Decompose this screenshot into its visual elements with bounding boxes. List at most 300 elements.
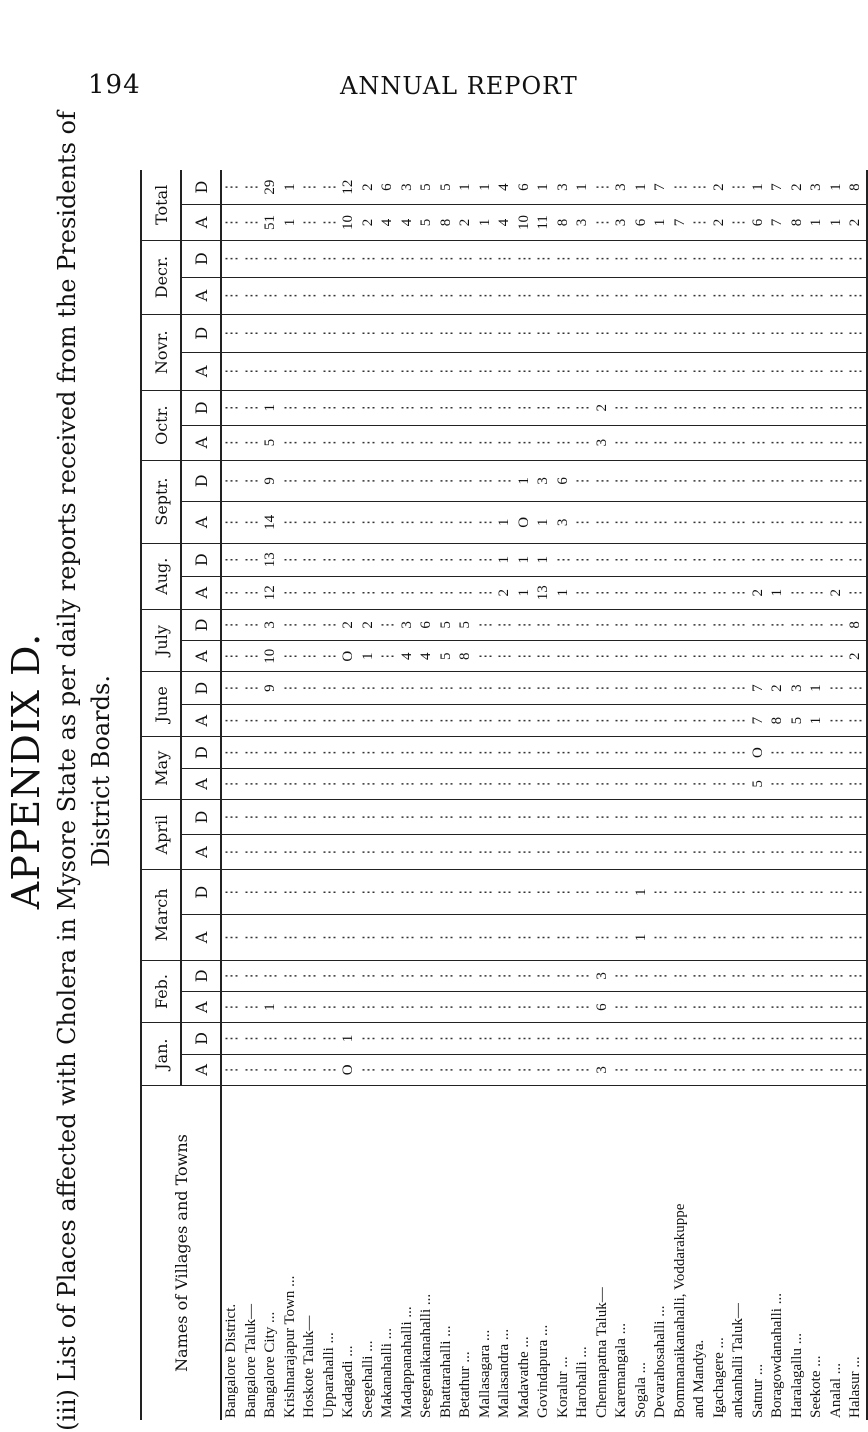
cell-value: ⋮ — [846, 576, 867, 609]
cell-value: ⋮ — [710, 352, 730, 390]
cell-value: ⋮ — [398, 1054, 418, 1085]
cell-value: ⋮ — [807, 768, 827, 799]
names-header: Names of Villages and Towns — [141, 1086, 221, 1421]
cell-value: ⋮ — [320, 915, 340, 960]
sub-header-d: D — [181, 800, 221, 835]
cell-value: ⋮ — [242, 425, 262, 460]
cell-value: ⋮ — [456, 543, 476, 576]
month-header: Aug. — [141, 543, 181, 609]
cell-value: 1 — [807, 704, 827, 737]
cell-value: 5 — [417, 205, 437, 240]
place-name: Bhattarahalli ... — [437, 1325, 454, 1418]
cell-value: ⋮ — [846, 960, 867, 991]
cell-value: ⋮ — [398, 835, 418, 870]
cell-value: ⋮ — [807, 992, 827, 1023]
cell-value: ⋮ — [378, 240, 398, 277]
cell-value: ⋮ — [281, 352, 301, 390]
cell-value: ⋮ — [651, 672, 671, 705]
cell-value: ⋮ — [398, 870, 418, 915]
cell-value: ⋮ — [554, 390, 574, 425]
cell-value: 1 — [573, 170, 593, 205]
cell-value: ⋮ — [495, 314, 515, 352]
cell-value: ⋮ — [573, 314, 593, 352]
place-name: Chennapatna Taluk— — [593, 1287, 610, 1418]
cell-value: 3 — [593, 425, 613, 460]
table-row — [359, 170, 379, 1420]
cell-value: ⋮ — [768, 390, 788, 425]
table-body — [221, 170, 867, 1420]
cell-value: 10 — [515, 205, 535, 240]
table-row — [690, 170, 710, 1420]
cell-value: ⋮ — [807, 915, 827, 960]
cell-value: ⋮ — [476, 240, 496, 277]
cell-value: 5 — [261, 425, 281, 460]
cell-value: ⋮ — [827, 460, 847, 502]
place-name: Halasur ... — [846, 1086, 867, 1421]
cell-value: ⋮ — [671, 672, 691, 705]
cell-value: ⋮ — [300, 1023, 320, 1054]
cell-value: ⋮ — [846, 704, 867, 737]
sub-header-d: D — [181, 870, 221, 915]
table-row — [710, 170, 730, 1420]
cell-value: ⋮ — [632, 576, 652, 609]
cell-value: ⋮ — [593, 314, 613, 352]
cell-value: ⋮ — [476, 641, 496, 672]
cell-value: ⋮ — [573, 768, 593, 799]
cell-value: 4 — [495, 205, 515, 240]
cell-value: ⋮ — [281, 800, 301, 835]
cell-value: 1 — [476, 205, 496, 240]
cell-value: ⋮ — [221, 768, 242, 799]
cell-value: ⋮ — [320, 205, 340, 240]
cell-value: ⋮ — [827, 1054, 847, 1085]
cell-value: ⋮ — [710, 992, 730, 1023]
cell-value: ⋮ — [729, 1054, 749, 1085]
cell-value: ⋮ — [573, 960, 593, 991]
cell-value: ⋮ — [690, 460, 710, 502]
cell-value: ⋮ — [554, 992, 574, 1023]
cell-value: ⋮ — [690, 240, 710, 277]
cell-value: ⋮ — [515, 390, 535, 425]
table-title: (iii) List of Places affected with Cholera in Mysore State as per daily reports received from the Presidents of District Boards. — [53, 111, 115, 1431]
cell-value: ⋮ — [378, 460, 398, 502]
cell-value: ⋮ — [632, 425, 652, 460]
cell-value: ⋮ — [788, 609, 808, 640]
cell-value: ⋮ — [612, 1054, 632, 1085]
cell-value: ⋮ — [827, 641, 847, 672]
cell-value: ⋮ — [378, 704, 398, 737]
cell-value: ⋮ — [476, 543, 496, 576]
cell-value: ⋮ — [515, 768, 535, 799]
cell-value: ⋮ — [534, 992, 554, 1023]
cell-value: ⋮ — [593, 205, 613, 240]
cell-value: ⋮ — [710, 737, 730, 768]
cell-value: ⋮ — [671, 390, 691, 425]
cell-value: ⋮ — [632, 641, 652, 672]
cell-value: 13 — [534, 576, 554, 609]
cell-value: ⋮ — [632, 704, 652, 737]
cell-value: ⋮ — [612, 240, 632, 277]
cell-value: ⋮ — [729, 835, 749, 870]
cell-value: 1 — [515, 460, 535, 502]
cell-value: ⋮ — [632, 1054, 652, 1085]
cell-value: ⋮ — [846, 992, 867, 1023]
cell-value: ⋮ — [242, 502, 262, 544]
cell-value: ⋮ — [671, 240, 691, 277]
cell-value: ⋮ — [281, 1054, 301, 1085]
cell-value: ⋮ — [495, 609, 515, 640]
cell-value: ⋮ — [651, 737, 671, 768]
cell-value: ⋮ — [242, 737, 262, 768]
cell-value: ⋮ — [417, 800, 437, 835]
cell-value: ⋮ — [632, 992, 652, 1023]
cell-value: ⋮ — [378, 609, 398, 640]
cell-value: ⋮ — [476, 704, 496, 737]
cell-value: ⋮ — [339, 390, 359, 425]
cell-value: ⋮ — [690, 915, 710, 960]
cell-value: ⋮ — [495, 960, 515, 991]
cell-value: ⋮ — [573, 576, 593, 609]
place-name: Haralagallu ... — [788, 1333, 805, 1418]
cell-value: ⋮ — [320, 170, 340, 205]
cell-value: 6 — [417, 609, 437, 640]
cell-value: ⋮ — [671, 352, 691, 390]
cell-value: ⋮ — [846, 543, 867, 576]
cell-value: ⋮ — [690, 502, 710, 544]
cell-value: ⋮ — [437, 240, 457, 277]
cell-value: ⋮ — [749, 240, 769, 277]
cell-value: ⋮ — [359, 240, 379, 277]
cell-value: ⋮ — [612, 576, 632, 609]
cell-value: 1 — [456, 170, 476, 205]
cell-value: ⋮ — [320, 277, 340, 314]
cell-value: ⋮ — [632, 460, 652, 502]
place-name: Sogala ... — [632, 1362, 649, 1418]
cell-value: ⋮ — [378, 1054, 398, 1085]
cell-value: ⋮ — [768, 240, 788, 277]
table-row — [378, 170, 398, 1420]
cell-value: ⋮ — [378, 915, 398, 960]
cell-value: ⋮ — [807, 543, 827, 576]
table-row — [281, 170, 301, 1420]
cell-value: 7 — [651, 170, 671, 205]
cell-value: ⋮ — [593, 277, 613, 314]
cell-value: ⋮ — [612, 425, 632, 460]
cell-value: ⋮ — [339, 704, 359, 737]
cell-value: ⋮ — [729, 1023, 749, 1054]
cell-value: ⋮ — [221, 870, 242, 915]
cell-value: 1 — [651, 205, 671, 240]
cell-value: ⋮ — [339, 460, 359, 502]
cell-value: O — [339, 641, 359, 672]
cell-value: ⋮ — [339, 800, 359, 835]
cell-value: ⋮ — [339, 277, 359, 314]
cell-value: ⋮ — [807, 1054, 827, 1085]
cell-value: ⋮ — [515, 800, 535, 835]
cell-value: ⋮ — [398, 314, 418, 352]
cell-value: ⋮ — [768, 352, 788, 390]
place-name: Koralur ... — [554, 1356, 571, 1418]
cell-value: ⋮ — [242, 835, 262, 870]
cell-value: 4 — [398, 205, 418, 240]
cell-value: ⋮ — [729, 960, 749, 991]
cell-value: ⋮ — [242, 240, 262, 277]
cell-value: ⋮ — [495, 352, 515, 390]
place-name: Devarahosahalli ... — [652, 1305, 669, 1418]
cell-value: ⋮ — [495, 1023, 515, 1054]
cell-value: ⋮ — [495, 704, 515, 737]
cell-value: ⋮ — [339, 502, 359, 544]
cell-value: ⋮ — [242, 460, 262, 502]
cell-value: ⋮ — [690, 576, 710, 609]
cell-value: 8 — [846, 609, 867, 640]
cell-value: 3 — [807, 170, 827, 205]
cell-value: ⋮ — [788, 502, 808, 544]
cell-value: ⋮ — [378, 960, 398, 991]
cell-value: ⋮ — [710, 277, 730, 314]
cell-value: ⋮ — [339, 960, 359, 991]
cell-value: ⋮ — [281, 960, 301, 991]
cell-value: ⋮ — [456, 314, 476, 352]
cell-value: ⋮ — [651, 870, 671, 915]
cell-value: ⋮ — [378, 737, 398, 768]
cholera-table — [140, 170, 868, 1420]
cell-value: ⋮ — [593, 576, 613, 609]
cell-value: ⋮ — [378, 576, 398, 609]
cell-value: ⋮ — [495, 992, 515, 1023]
cell-value: ⋮ — [671, 870, 691, 915]
cell-value: ⋮ — [359, 390, 379, 425]
cell-value: 8 — [437, 205, 457, 240]
cell-value: ⋮ — [710, 425, 730, 460]
cell-value: ⋮ — [593, 543, 613, 576]
cell-value: ⋮ — [710, 704, 730, 737]
cell-value: ⋮ — [632, 672, 652, 705]
cell-value: ⋮ — [398, 277, 418, 314]
cell-value: ⋮ — [671, 170, 691, 205]
cell-value: ⋮ — [827, 915, 847, 960]
cell-value: ⋮ — [242, 543, 262, 576]
table-row — [320, 170, 340, 1420]
table-row — [398, 170, 418, 1420]
cell-value: 2 — [710, 170, 730, 205]
cell-value: 12 — [339, 170, 359, 205]
cell-value: ⋮ — [827, 425, 847, 460]
cell-value: 1 — [749, 170, 769, 205]
cell-value: ⋮ — [281, 992, 301, 1023]
cell-value: ⋮ — [768, 609, 788, 640]
cell-value: ⋮ — [690, 277, 710, 314]
cell-value: ⋮ — [281, 641, 301, 672]
cell-value: 4 — [417, 641, 437, 672]
cell-value: ⋮ — [398, 800, 418, 835]
cell-value: 12 — [261, 576, 281, 609]
cell-value: ⋮ — [221, 460, 242, 502]
cell-value: ⋮ — [320, 835, 340, 870]
cell-value: ⋮ — [788, 737, 808, 768]
header-row-months — [141, 170, 181, 1420]
cell-value: ⋮ — [300, 737, 320, 768]
cell-value: ⋮ — [632, 800, 652, 835]
table-row — [651, 170, 671, 1420]
cell-value: ⋮ — [398, 672, 418, 705]
place-name: and Mandya. — [691, 1339, 708, 1418]
cell-value: ⋮ — [476, 835, 496, 870]
cell-value: ⋮ — [807, 390, 827, 425]
place-name: ankanhalli Taluk— — [730, 1303, 747, 1418]
cell-value: ⋮ — [476, 277, 496, 314]
cell-value: ⋮ — [378, 768, 398, 799]
cell-value: ⋮ — [729, 870, 749, 915]
cell-value: 10 — [339, 205, 359, 240]
cell-value: ⋮ — [593, 915, 613, 960]
table-row — [534, 170, 554, 1420]
title-block — [0, 110, 135, 1432]
cell-value: ⋮ — [573, 800, 593, 835]
cell-value: ⋮ — [807, 502, 827, 544]
cell-value: ⋮ — [359, 870, 379, 915]
table-row — [554, 170, 574, 1420]
cell-value: ⋮ — [612, 992, 632, 1023]
cell-value: ⋮ — [398, 768, 418, 799]
cell-value: ⋮ — [788, 915, 808, 960]
cell-value: ⋮ — [437, 835, 457, 870]
cell-value: ⋮ — [456, 960, 476, 991]
cell-value: ⋮ — [261, 737, 281, 768]
cell-value: ⋮ — [846, 1023, 867, 1054]
cell-value: ⋮ — [320, 240, 340, 277]
cell-value: ⋮ — [456, 240, 476, 277]
cell-value: ⋮ — [300, 576, 320, 609]
cell-value: ⋮ — [651, 425, 671, 460]
cell-value: ⋮ — [593, 870, 613, 915]
cell-value: ⋮ — [710, 240, 730, 277]
cell-value: ⋮ — [515, 992, 535, 1023]
cell-value: ⋮ — [417, 502, 437, 544]
cell-value: ⋮ — [320, 390, 340, 425]
cell-value: ⋮ — [729, 704, 749, 737]
cell-value: ⋮ — [710, 543, 730, 576]
cell-value: ⋮ — [515, 240, 535, 277]
cell-value: ⋮ — [300, 915, 320, 960]
cell-value: ⋮ — [710, 390, 730, 425]
cell-value: ⋮ — [846, 835, 867, 870]
cell-value: ⋮ — [339, 737, 359, 768]
cell-value: ⋮ — [768, 543, 788, 576]
cell-value: ⋮ — [827, 543, 847, 576]
cell-value: ⋮ — [807, 352, 827, 390]
cell-value: ⋮ — [690, 768, 710, 799]
cell-value: ⋮ — [612, 672, 632, 705]
cell-value: 8 — [846, 170, 867, 205]
cell-value: ⋮ — [632, 277, 652, 314]
cell-value: ⋮ — [846, 352, 867, 390]
cell-value: ⋮ — [593, 609, 613, 640]
cell-value: ⋮ — [554, 737, 574, 768]
cell-value: ⋮ — [768, 800, 788, 835]
cell-value: ⋮ — [437, 502, 457, 544]
sub-header-a: A — [181, 576, 221, 609]
cell-value: ⋮ — [534, 314, 554, 352]
cell-value: ⋮ — [320, 314, 340, 352]
cell-value: ⋮ — [300, 240, 320, 277]
cell-value: O — [515, 502, 535, 544]
cell-value: ⋮ — [398, 543, 418, 576]
cell-value: 7 — [768, 205, 788, 240]
cell-value: ⋮ — [221, 352, 242, 390]
cell-value: 7 — [749, 672, 769, 705]
cell-value: 1 — [534, 543, 554, 576]
sub-header-a: A — [181, 768, 221, 799]
cell-value: ⋮ — [554, 425, 574, 460]
cell-value: ⋮ — [573, 240, 593, 277]
cell-value: ⋮ — [573, 425, 593, 460]
cell-value: ⋮ — [827, 992, 847, 1023]
cell-value: 5 — [437, 609, 457, 640]
cell-value: ⋮ — [476, 915, 496, 960]
cell-value: 5 — [788, 704, 808, 737]
cell-value: ⋮ — [339, 992, 359, 1023]
cell-value: ⋮ — [359, 960, 379, 991]
cell-value: ⋮ — [417, 960, 437, 991]
cell-value: ⋮ — [846, 737, 867, 768]
cell-value: ⋮ — [456, 992, 476, 1023]
cell-value: 5 — [437, 641, 457, 672]
cell-value: ⋮ — [339, 672, 359, 705]
cell-value: ⋮ — [710, 768, 730, 799]
cell-value: ⋮ — [281, 835, 301, 870]
cell-value: ⋮ — [554, 960, 574, 991]
cell-value: ⋮ — [651, 240, 671, 277]
cell-value: 6 — [515, 170, 535, 205]
cell-value: ⋮ — [359, 314, 379, 352]
table-row — [495, 170, 515, 1420]
place-name: Satnur ... — [749, 1363, 766, 1418]
cell-value: ⋮ — [242, 576, 262, 609]
cell-value: ⋮ — [807, 800, 827, 835]
cell-value: ⋮ — [807, 425, 827, 460]
cell-value: ⋮ — [651, 314, 671, 352]
cell-value: ⋮ — [573, 672, 593, 705]
cell-value: ⋮ — [710, 1054, 730, 1085]
cell-value: ⋮ — [710, 502, 730, 544]
sub-header-a: A — [181, 205, 221, 240]
cell-value: ⋮ — [456, 1054, 476, 1085]
cell-value: ⋮ — [456, 1023, 476, 1054]
cell-value: 2 — [359, 170, 379, 205]
cell-value: ⋮ — [534, 1023, 554, 1054]
cell-value: ⋮ — [281, 737, 301, 768]
cell-value: ⋮ — [768, 768, 788, 799]
cell-value: ⋮ — [710, 314, 730, 352]
cell-value: ⋮ — [827, 277, 847, 314]
cell-value: ⋮ — [729, 800, 749, 835]
cell-value: ⋮ — [417, 737, 437, 768]
place-name: Bangalore City ... — [262, 1311, 279, 1418]
place-name: Mallasagara ... — [476, 1329, 493, 1418]
cell-value: ⋮ — [495, 835, 515, 870]
cell-value: ⋮ — [710, 576, 730, 609]
sub-header-d: D — [181, 1023, 221, 1054]
cell-value: ⋮ — [242, 960, 262, 991]
table-row — [807, 170, 827, 1420]
cell-value: ⋮ — [398, 576, 418, 609]
cell-value: 8 — [554, 205, 574, 240]
cell-value: ⋮ — [846, 768, 867, 799]
cell-value: ⋮ — [593, 737, 613, 768]
cell-value: ⋮ — [221, 425, 242, 460]
cell-value: ⋮ — [221, 170, 242, 205]
